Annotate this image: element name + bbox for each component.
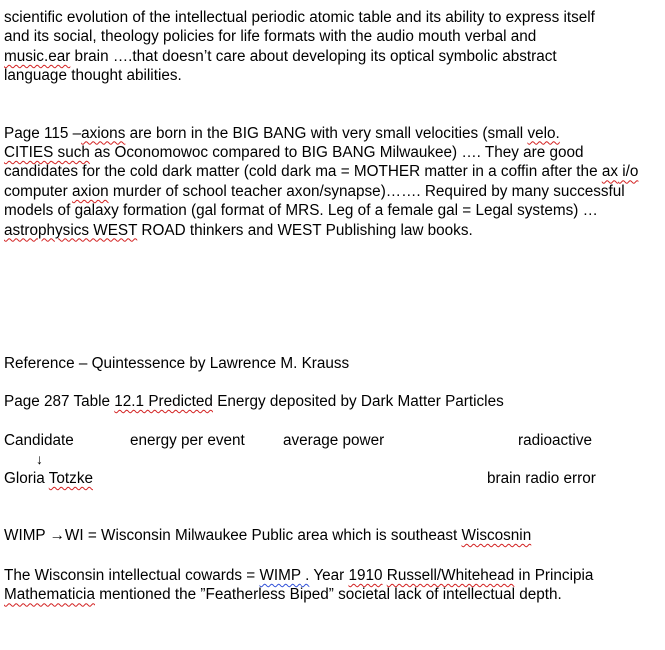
grammar-flag: . — [300, 567, 310, 584]
text: Page 115 – — [4, 124, 82, 142]
text: scientific evolution of the intellectual periodic atomic table and its ability to express itself — [4, 9, 595, 26]
header-candidate: Candidate — [4, 432, 74, 449]
text: as Oconomowoc compared to BIG BANG Milwaukee) …. They are good candidates for the cold dark matter (cold dark ma = MOTHER matter in a coffin after the — [4, 144, 602, 181]
paragraph-axions — [4, 124, 656, 240]
misspelled-word: music.ear — [4, 47, 71, 65]
text: WIMP →WI = Wisconsin Milwaukee Public area which is southeast — [4, 527, 462, 544]
reference-line: Reference – Quintessence by Lawrence M. Krauss — [4, 355, 350, 372]
misspelled-word: Wiscosnin — [461, 527, 532, 544]
text: are born in the BIG BANG with very small velocities (small — [125, 124, 528, 142]
text: ROAD thinkers and WEST Publishing law books. — [137, 221, 473, 239]
misspelled-word: Russell/Whitehead — [386, 567, 515, 584]
misspelled-word: such — [53, 144, 90, 162]
text: and its social, theology policies for life formats with the audio mouth verbal and — [4, 28, 537, 46]
text: Energy deposited by Dark Matter Particles — [212, 393, 504, 410]
grammar-flag: WIMP — [259, 567, 301, 584]
candidate-note: brain radio error — [487, 470, 596, 487]
text: murder of school teacher axon/synapse)……. Required by many successful models of galaxy formation (gal format of MRS. Leg of a female gal = Legal systems) … — [4, 182, 625, 220]
text: language thought abilities. — [4, 67, 182, 85]
misspelled-word: Totzke — [48, 470, 93, 487]
document-body — [4, 8, 660, 240]
text: in Principia — [514, 567, 594, 584]
arrow-down-icon: ↓ — [36, 451, 43, 467]
misspelled-word: ax — [601, 163, 618, 181]
text: Gloria — [4, 470, 49, 487]
text: The Wisconsin intellectual cowards = — [4, 567, 260, 584]
text: Page 287 Table — [4, 393, 115, 410]
misspelled-word: Mathematicia — [4, 586, 95, 604]
misspelled-word: CITIES — [4, 144, 54, 162]
misspelled-word: 1910 — [348, 567, 383, 584]
misspelled-word: axion — [72, 182, 109, 200]
table-caption — [4, 393, 504, 411]
misspelled-word: velo. — [527, 124, 560, 142]
misspelled-word: astrophysics WEST — [4, 221, 138, 239]
header-radioactive: radioactive — [518, 432, 592, 449]
paragraph-cowards — [4, 566, 660, 605]
wimp-line — [4, 527, 531, 545]
misspelled-word: 12.1 Predicted — [114, 393, 213, 410]
misspelled-word: axions — [81, 124, 126, 142]
candidate-name — [4, 470, 93, 488]
text: mentioned the ”Featherless Biped” societal lack of intellectual depth. — [94, 586, 562, 604]
header-power: average power — [283, 432, 385, 449]
text: brain ….that doesn’t care about developing its optical symbolic abstract — [70, 47, 557, 65]
text: computer — [4, 182, 73, 200]
misspelled-word: i/o — [617, 163, 639, 181]
header-energy: energy per event — [130, 432, 245, 449]
text: Year — [309, 567, 349, 584]
paragraph-intro — [4, 8, 660, 86]
